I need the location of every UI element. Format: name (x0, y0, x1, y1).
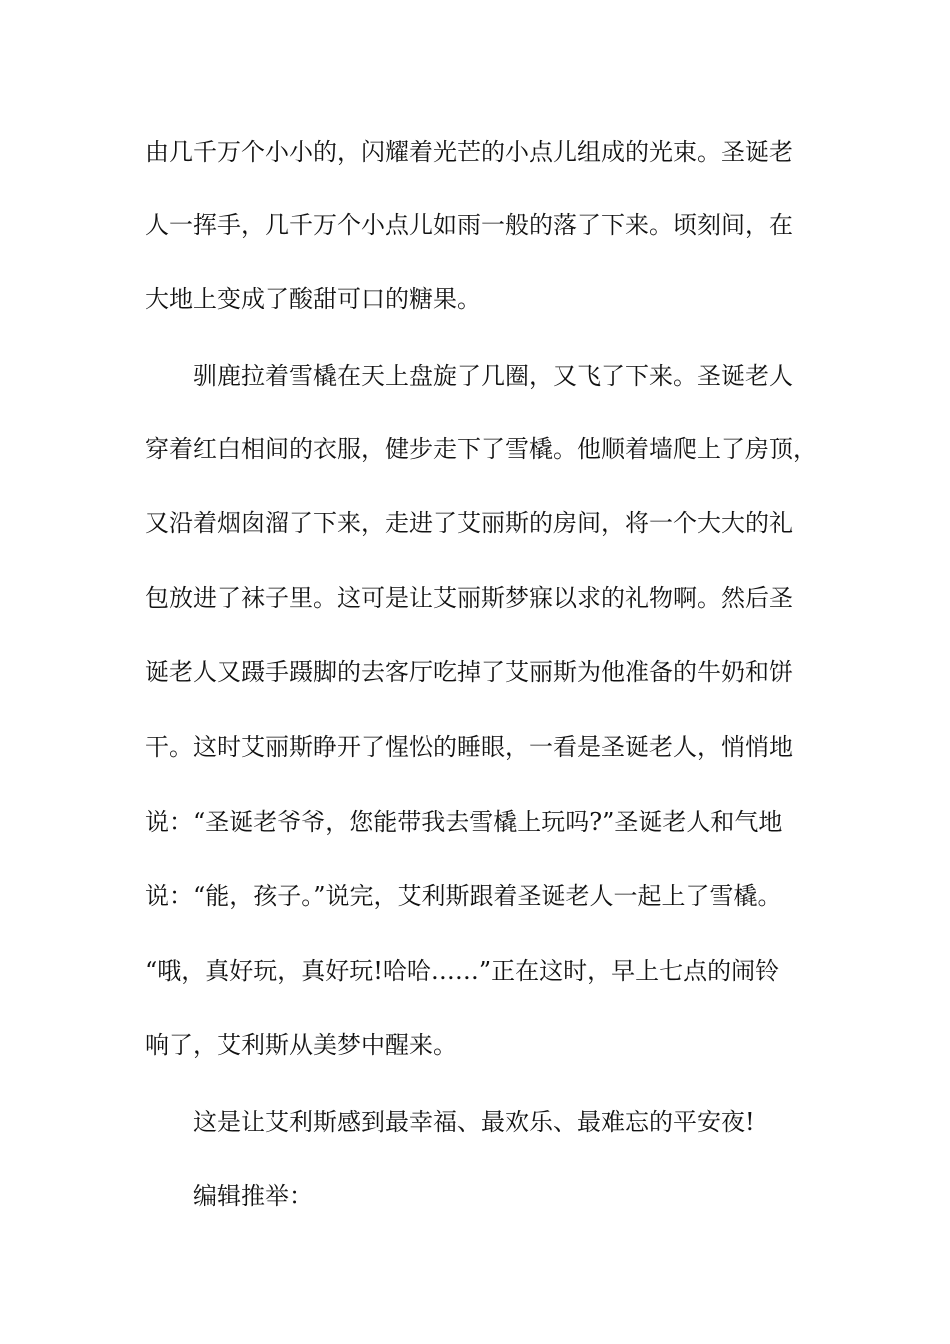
text-line: 驯鹿拉着雪橇在天上盘旋了几圈，又飞了下来。圣诞老人 (193, 362, 793, 390)
text-line: 编辑推举： (193, 1182, 313, 1210)
text-line: 干。这时艾丽斯睁开了惺忪的睡眼，一看是圣诞老人，悄悄地 (145, 733, 793, 761)
text-line: 由几千万个小小的，闪耀着光芒的小点儿组成的光束。圣诞老 (145, 138, 793, 166)
text-line: 又沿着烟囱溜了下来，走进了艾丽斯的房间，将一个大大的礼 (145, 509, 793, 537)
text-line: 响了，艾利斯从美梦中醒来。 (145, 1031, 457, 1059)
text-line: “哦，真好玩，真好玩!哈哈……”正在这时，早上七点的闹铃 (145, 957, 780, 985)
text-line: 说：“能，孩子。”说完，艾利斯跟着圣诞老人一起上了雪橇。 (145, 882, 782, 910)
text-line: 包放进了袜子里。这可是让艾丽斯梦寐以求的礼物啊。然后圣 (145, 584, 793, 612)
text-line: 人一挥手，几千万个小点儿如雨一般的落了下来。顷刻间，在 (145, 211, 793, 239)
text-line: 大地上变成了酸甜可口的糖果。 (145, 285, 481, 313)
text-line: 这是让艾利斯感到最幸福、最欢乐、最难忘的平安夜! (193, 1108, 755, 1136)
text-line: 说：“圣诞老爷爷，您能带我去雪橇上玩吗?”圣诞老人和气地 (145, 808, 783, 836)
text-line: 穿着红白相间的衣服，健步走下了雪橇。他顺着墙爬上了房顶， (145, 435, 817, 463)
text-line: 诞老人又蹑手蹑脚的去客厅吃掉了艾丽斯为他准备的牛奶和饼 (145, 658, 793, 686)
